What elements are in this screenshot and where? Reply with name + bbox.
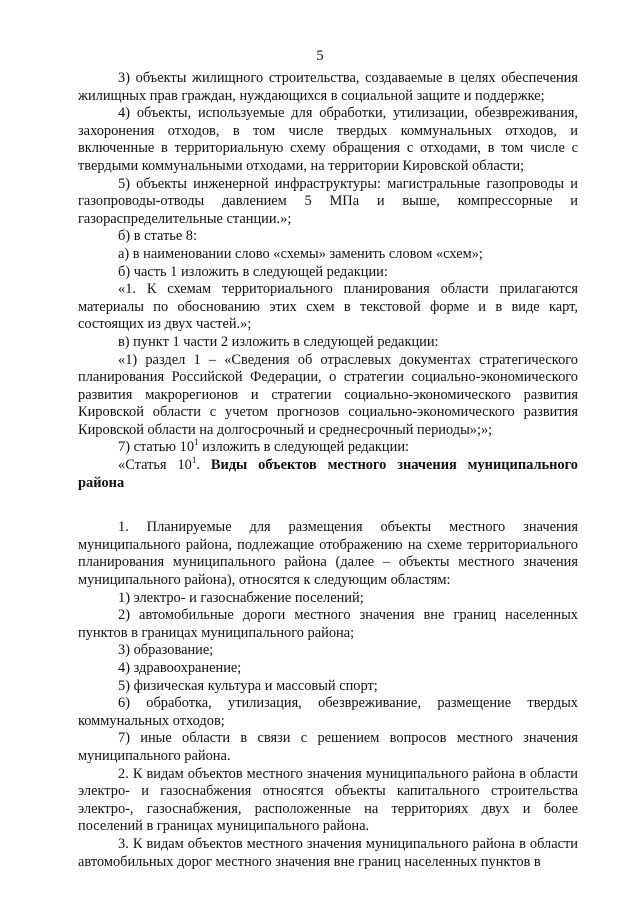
paragraph: б) в статье 8: [118, 228, 198, 245]
paragraph: 5) физическая культура и массовый спорт; [118, 677, 378, 694]
superscript: 1 [191, 455, 197, 466]
article-heading [78, 457, 578, 492]
paragraph: 3) объекты жилищного строительства, создаваемые в целях обеспечения жилищных прав граждан, нуждающихся в социальной защите и поддержке; [78, 70, 578, 104]
spacer [78, 492, 578, 519]
paragraph: 5) объекты инженерной инфраструктуры: магистральные газопроводы и газопроводы-отводы давлением 5 МПа и выше, компрессорные и газораспределительные станции.»; [78, 175, 578, 227]
paragraph: 1) электро- и газоснабжение поселений; [118, 589, 364, 606]
paragraph: в) пункт 1 части 2 изложить в следующей редакции: [118, 333, 439, 350]
text-fragment: 7) статью 10 [118, 439, 195, 456]
article-title: Виды объектов местного значения муниципального района [78, 457, 578, 491]
paragraph: 2. К видам объектов местного значения муниципального района в области электро- и газоснабжения относятся объекты капитального строительства электро-, газоснабжения, расположенные на территориях двух и более поселений в границах муниципального района. [78, 765, 578, 835]
paragraph-article-amendment [78, 439, 578, 457]
paragraph: 4) объекты, используемые для обработки, утилизации, обезвреживания, захоронения отходов, в том числе твердых коммунальных отходов, и включенные в территориальную схему обращения с отходами, в том числе с твердыми коммунальными отходами, на территории Кировской области; [78, 105, 578, 174]
paragraph: «1) раздел 1 – «Сведения об отраслевых документах стратегического планирования Российской Федерации, о стратегии социально-экономического развития макрорегионов и стратегии социально-экономического развития Кировской области с учетом прогнозов социально-экономического развития Кировской области на долгосрочный и среднесрочный периоды»;»; [78, 351, 578, 438]
paragraph: 1. Планируемые для размещения объекты местного значения муниципального района, подлежащие отображению на схеме территориального планирования муниципального района (далее – объекты местного значения муниципального района), относятся к следующим областям: [78, 519, 578, 589]
paragraph: 4) здравоохранение; [118, 660, 242, 676]
paragraph: 7) иные области в связи с решением вопросов местного значения муниципального района. [78, 730, 578, 764]
document-body [78, 70, 578, 871]
article-heading-prefix: «Статья 10 [118, 457, 192, 474]
paragraph: 6) обработка, утилизация, обезвреживание, размещение твердых коммунальных отходов; [78, 695, 578, 729]
paragraph: 3) образование; [118, 642, 214, 659]
superscript: 1 [194, 437, 199, 448]
page-number: 5 [316, 48, 324, 64]
paragraph: б) часть 1 изложить в следующей редакции: [118, 263, 388, 280]
paragraph: а) в наименовании слово «схемы» заменить словом «схем»; [118, 245, 483, 262]
paragraph: 3. К видам объектов местного значения муниципального района в области автомобильных дорог местного значения вне границ населенных пунктов в [78, 835, 578, 870]
article-heading-separator: . [196, 457, 211, 474]
paragraph: 2) автомобильные дороги местного значения вне границ населенных пунктов в границах муниципального района; [78, 607, 578, 641]
text-fragment: изложить в следующей редакции: [198, 439, 410, 456]
paragraph: «1. К схемам территориального планирования области прилагаются материалы по обоснованию этих схем в текстовой форме и в виде карт, состоящих из двух частей.»; [78, 281, 578, 333]
